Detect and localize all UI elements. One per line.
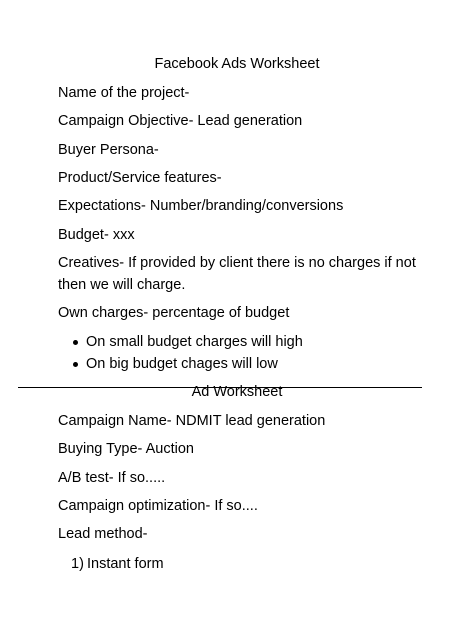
creatives-paragraph: Creatives- If provided by client there is no charges if not then we will charge. [58, 255, 416, 293]
numbered-list-item [71, 555, 164, 573]
bullet-item [86, 355, 278, 373]
own-charges-line: Own charges- percentage of budget [58, 305, 290, 321]
bullet-text: On big budget chages will low [86, 356, 278, 372]
ab-test-line: A/B test- If so..... [58, 470, 166, 486]
worksheet-title: Facebook Ads Worksheet [154, 56, 320, 72]
list-item-text: Instant form [87, 556, 164, 572]
buyer-persona-line: Buyer Persona- [58, 142, 159, 158]
campaign-name-line: Campaign Name- NDMIT lead generation [58, 413, 326, 429]
project-name-line: Name of the project- [58, 85, 190, 101]
bullet-item [86, 333, 303, 351]
bullet-dot-icon [73, 340, 78, 345]
bullet-dot-icon [73, 362, 78, 367]
product-features-line: Product/Service features- [58, 170, 222, 186]
buying-type-line: Buying Type- Auction [58, 441, 194, 457]
expectations-line: Expectations- Number/branding/conversions [58, 198, 344, 214]
campaign-objective-line: Campaign Objective- Lead generation [58, 113, 303, 129]
list-number: 1) [71, 556, 84, 572]
ad-worksheet-title: Ad Worksheet [191, 384, 283, 400]
budget-line: Budget- xxx [58, 227, 135, 243]
bullet-text: On small budget charges will high [86, 334, 303, 350]
lead-method-line: Lead method- [58, 526, 148, 542]
campaign-optimization-line: Campaign optimization- If so.... [58, 498, 258, 514]
